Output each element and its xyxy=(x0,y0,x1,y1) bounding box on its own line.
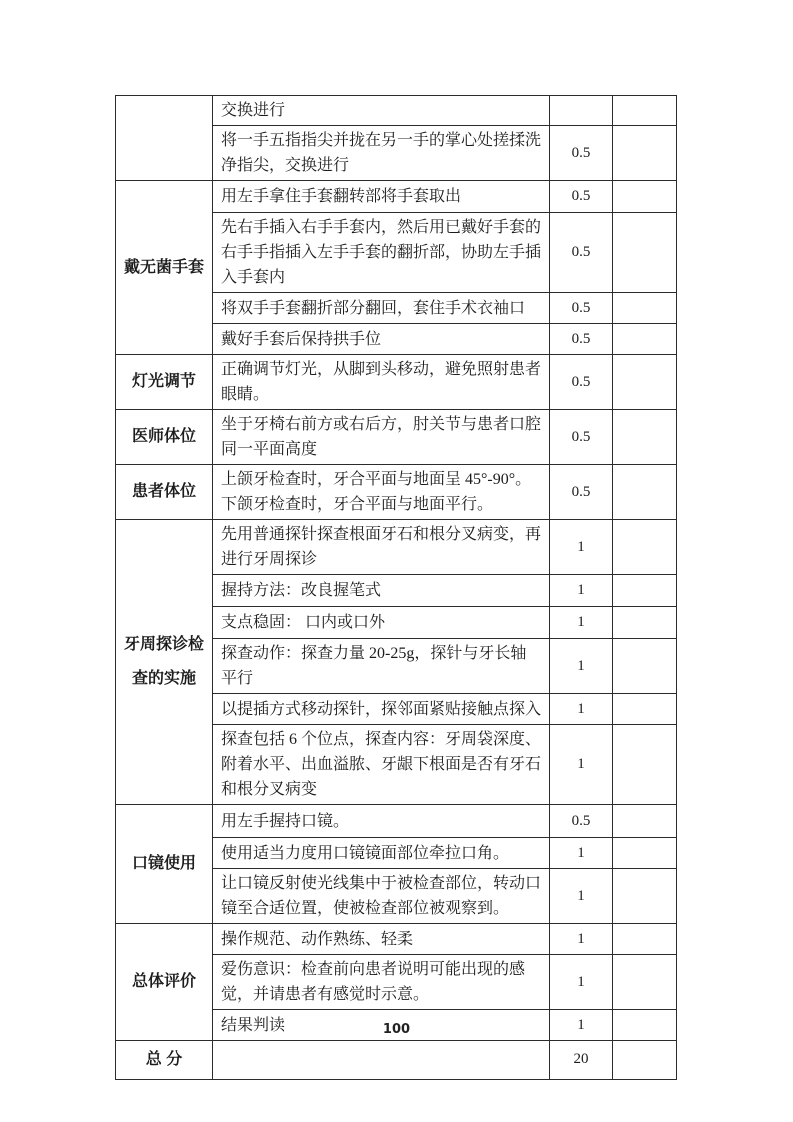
grade-cell xyxy=(613,355,677,410)
category-cell: 灯光调节 xyxy=(116,355,213,410)
criterion-cell: 戴好手套后保持拱手位 xyxy=(213,324,550,355)
grade-cell xyxy=(613,607,677,639)
criterion-cell: 将双手手套翻折部分翻回，套住手术衣袖口 xyxy=(213,293,550,324)
criterion-cell: 将一手五指指尖并拢在另一手的掌心处搓揉洗净指尖，交换进行 xyxy=(213,126,550,181)
score-cell: 0.5 xyxy=(550,805,613,838)
score-cell: 1 xyxy=(550,520,613,575)
criterion-cell: 坐于牙椅右前方或右后方，肘关节与患者口腔同一平面高度 xyxy=(213,410,550,465)
table-row xyxy=(116,805,677,838)
grade-cell xyxy=(613,869,677,924)
score-cell xyxy=(550,96,613,126)
score-cell: 20 xyxy=(550,1041,613,1080)
category-cell: 医师体位 xyxy=(116,410,213,465)
grade-cell xyxy=(613,293,677,324)
score-cell: 1 xyxy=(550,607,613,639)
table-row xyxy=(116,355,677,410)
grade-cell xyxy=(613,924,677,955)
grade-cell xyxy=(613,575,677,607)
criterion-cell: 上颌牙检查时，牙合平面与地面呈 45°-90°。下颌牙检查时，牙合平面与地面平行。 xyxy=(213,465,550,520)
score-cell: 0.5 xyxy=(550,181,613,213)
grade-cell xyxy=(613,465,677,520)
criterion-cell: 用左手拿住手套翻转部将手套取出 xyxy=(213,181,550,213)
category-cell: 牙周探诊检查的实施 xyxy=(116,520,213,805)
criterion-cell: 操作规范、动作熟练、轻柔 xyxy=(213,924,550,955)
grade-cell xyxy=(613,181,677,213)
grade-cell xyxy=(613,410,677,465)
criterion-cell: 握持方法：改良握笔式 xyxy=(213,575,550,607)
grade-cell xyxy=(613,324,677,355)
criterion-cell: 支点稳固： 口内或口外 xyxy=(213,607,550,639)
criterion-cell: 探查动作：探查力量 20-25g，探针与牙长轴平行 xyxy=(213,639,550,694)
grade-cell xyxy=(613,838,677,869)
table-row xyxy=(116,924,677,955)
score-cell: 1 xyxy=(550,838,613,869)
grade-cell xyxy=(613,639,677,694)
grade-cell xyxy=(613,725,677,805)
criterion-cell: 先用普通探针探查根面牙石和根分叉病变，再进行牙周探诊 xyxy=(213,520,550,575)
table-row xyxy=(116,520,677,575)
score-cell: 1 xyxy=(550,955,613,1010)
score-cell: 0.5 xyxy=(550,213,613,293)
table-row xyxy=(116,465,677,520)
score-cell: 1 xyxy=(550,639,613,694)
grade-cell xyxy=(613,694,677,725)
page-number: 100 xyxy=(382,1022,411,1037)
score-cell: 0.5 xyxy=(550,126,613,181)
score-cell: 0.5 xyxy=(550,355,613,410)
category-cell: 总体评价 xyxy=(116,924,213,1041)
score-cell: 1 xyxy=(550,924,613,955)
score-table xyxy=(115,95,677,1080)
score-cell: 0.5 xyxy=(550,410,613,465)
table-row xyxy=(116,410,677,465)
grade-cell xyxy=(613,805,677,838)
category-cell: 总 分 xyxy=(116,1041,213,1080)
criterion-cell: 正确调节灯光，从脚到头移动，避免照射患者眼睛。 xyxy=(213,355,550,410)
score-cell: 1 xyxy=(550,1010,613,1041)
score-cell: 0.5 xyxy=(550,465,613,520)
grade-cell xyxy=(613,126,677,181)
criterion-cell: 用左手握持口镜。 xyxy=(213,805,550,838)
criterion-cell: 使用适当力度用口镜镜面部位牵拉口角。 xyxy=(213,838,550,869)
criterion-cell: 交换进行 xyxy=(213,96,550,126)
criterion-cell: 以提插方式移动探针，探邻面紧贴接触点探入 xyxy=(213,694,550,725)
criterion-cell: 结果判读 xyxy=(213,1010,550,1041)
score-cell: 0.5 xyxy=(550,293,613,324)
criterion-cell: 爱伤意识：检查前向患者说明可能出现的感觉，并请患者有感觉时示意。 xyxy=(213,955,550,1010)
grade-cell xyxy=(613,955,677,1010)
score-cell: 1 xyxy=(550,725,613,805)
category-cell: 戴无菌手套 xyxy=(116,181,213,355)
criterion-cell: 先右手插入右手手套内，然后用已戴好手套的右手手指插入左手手套的翻折部，协助左手插入手套内 xyxy=(213,213,550,293)
score-cell: 1 xyxy=(550,575,613,607)
table-row xyxy=(116,181,677,213)
grade-cell xyxy=(613,213,677,293)
criterion-cell: 让口镜反射使光线集中于被检查部位，转动口镜至合适位置，使被检查部位被观察到。 xyxy=(213,869,550,924)
table-row xyxy=(116,96,677,126)
score-cell: 1 xyxy=(550,869,613,924)
grade-cell xyxy=(613,1041,677,1080)
grade-cell xyxy=(613,520,677,575)
score-cell: 1 xyxy=(550,694,613,725)
category-cell: 口镜使用 xyxy=(116,805,213,924)
score-cell: 0.5 xyxy=(550,324,613,355)
table-row xyxy=(116,1041,677,1080)
grade-cell xyxy=(613,96,677,126)
category-cell: 患者体位 xyxy=(116,465,213,520)
criterion-cell: 探查包括 6 个位点，探查内容：牙周袋深度、附着水平、出血溢脓、牙龈下根面是否有牙石和根分叉病变 xyxy=(213,725,550,805)
criterion-cell xyxy=(213,1041,550,1080)
category-cell xyxy=(116,96,213,181)
